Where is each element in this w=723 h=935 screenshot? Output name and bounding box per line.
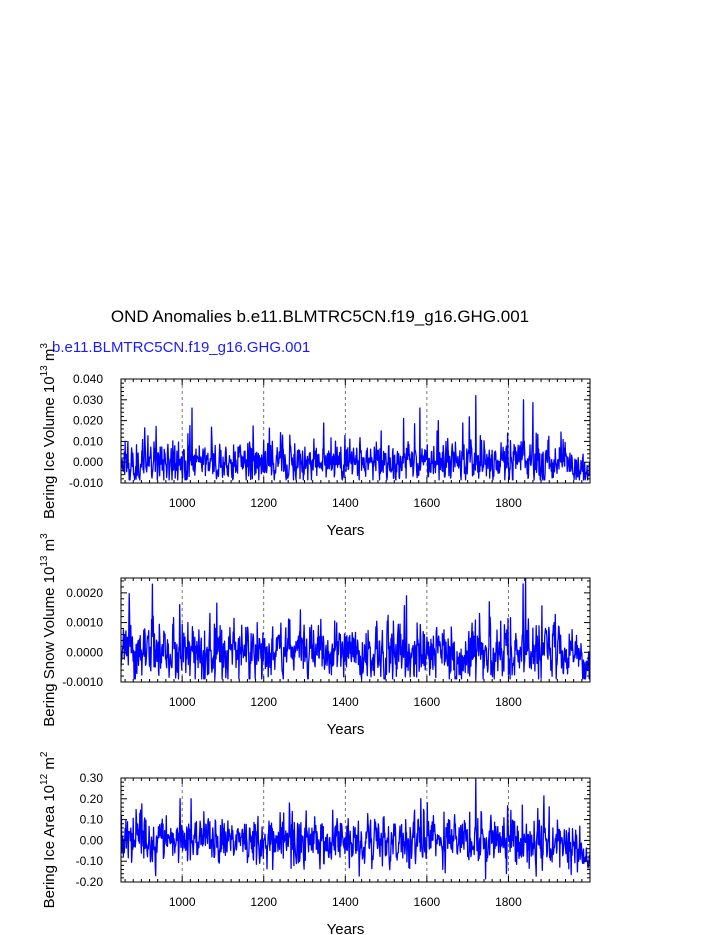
y-tick-label: -0.0010 [62, 675, 103, 689]
y-tick-label: 0.020 [72, 413, 103, 428]
x-tick-label: 1200 [250, 496, 278, 510]
x-tick-label: 1600 [413, 695, 441, 709]
ice-volume-panel [39, 343, 590, 539]
y-tick-label: 0.010 [72, 434, 103, 449]
x-tick-label: 1400 [331, 895, 359, 909]
x-tick-label: 1800 [495, 496, 522, 510]
panels [39, 343, 590, 935]
y-tick-label: 0.10 [79, 812, 103, 827]
y-tick-label: 0.00 [79, 833, 103, 848]
y-tick-label: -0.010 [68, 476, 103, 490]
y-tick-label: 0.000 [72, 455, 103, 470]
x-tick-label: 1200 [250, 695, 278, 709]
x-tick-label: 1400 [331, 496, 359, 510]
x-tick-label: 1000 [168, 695, 196, 709]
y-axis-label: Bering Snow Volume $10^{13}$ $m^3$ [39, 533, 58, 727]
y-tick-label: 0.030 [72, 392, 103, 407]
snow-volume-panel [39, 533, 590, 738]
y-tick-label: 0.040 [72, 372, 103, 386]
ice-area-panel [39, 751, 590, 935]
y-tick-label: 0.30 [79, 771, 103, 785]
y-axis-label: Bering Ice Volume $10^{13}$ $m^3$ [39, 343, 58, 519]
figure-title: OND Anomalies b.e11.BLMTRC5CN.f19_g16.GHG.001 [110, 307, 530, 326]
x-tick-label: 1800 [495, 895, 522, 909]
x-tick-label: 1000 [168, 496, 196, 510]
x-tick-label: 1600 [413, 895, 441, 909]
x-axis-label: Years [326, 721, 365, 738]
x-tick-label: 1200 [250, 895, 278, 909]
ice-volume-series-line [121, 396, 590, 480]
y-tick-label: 0.0000 [66, 645, 103, 660]
x-tick-label: 1600 [413, 496, 441, 510]
x-tick-label: 1000 [168, 895, 196, 909]
y-tick-label: 0.0010 [66, 615, 103, 630]
snow-volume-series-line [121, 578, 590, 679]
y-tick-label: -0.20 [75, 875, 103, 889]
x-axis-label: Years [326, 522, 365, 539]
y-tick-label: 0.0020 [66, 585, 103, 600]
x-tick-label: 1800 [495, 695, 522, 709]
figure-subtitle: b.e11.BLMTRC5CN.f19_g16.GHG.001 [52, 339, 311, 356]
y-tick-label: 0.20 [79, 791, 103, 806]
y-axis-label: Bering Ice Area $10^{12}$ $m^2$ [39, 751, 58, 909]
x-axis-label: Years [326, 921, 365, 935]
ice-area-series-line [121, 780, 590, 879]
x-tick-label: 1400 [331, 695, 359, 709]
y-tick-label: -0.10 [75, 854, 103, 869]
